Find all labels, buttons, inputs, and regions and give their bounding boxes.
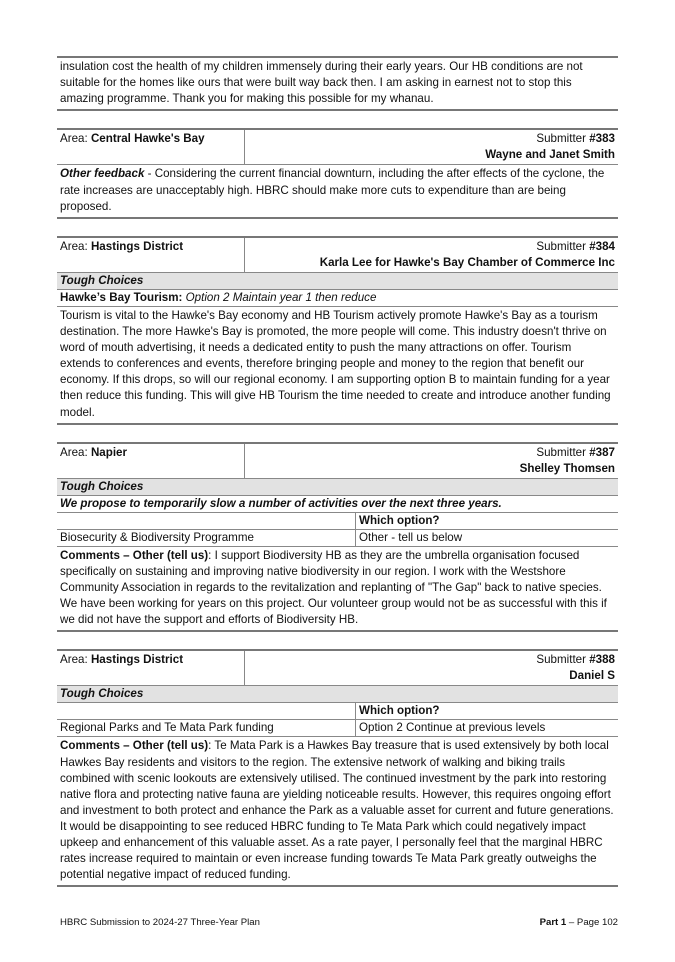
- topic-line: Hawke’s Bay Tourism: Option 2 Maintain year 1 then reduce: [57, 290, 618, 307]
- comment-text: Comments – Other (tell us): Te Mata Park is a Hawkes Bay treasure that is used extensively by both local Hawkes Bay residents and visitors to the region. The extensive network of walking and biking trails combined with scenic lookouts are extensively utilised. The continued investment by the park into restoring native flora and protecting native fauna are yielding noticeable results. However, this requires ongoing effort and investment to both protect and enhance the Park as a valuable asset for current and future generations. It would be disappointing to see reduced HBRC funding to Te Mata Park which could negatively impact upkeep and enhancement of this valuable asset. As a rate payer, I personally feel that the marginal HBRC rates increase required to maintain or even increase funding towards Te Mata Park greatly outweighs the potential negative impact of reduced funding.: [60, 739, 614, 882]
- submission-header: [57, 444, 618, 479]
- area-value: Hastings District: [90, 653, 184, 667]
- submitter-cell: Submitter #384 Karla Lee for Hawke's Bay Chamber of Commerce Inc: [319, 239, 615, 269]
- submission-388: [57, 649, 618, 887]
- tough-choices-heading: Tough Choices: [57, 273, 618, 290]
- submitter-name: Daniel S: [569, 669, 615, 683]
- submitter-number: #384: [589, 239, 615, 253]
- submitter-name: Shelley Thomsen: [519, 461, 615, 475]
- footer-title: HBRC Submission to 2024-27 Three-Year Plan: [60, 917, 260, 928]
- proposal-line: We propose to temporarily slow a number of activities over the next three years.: [57, 496, 618, 513]
- submission-header: [57, 238, 618, 273]
- area-value: Napier: [90, 445, 128, 459]
- submitter-cell: Submitter #383 Wayne and Janet Smith: [485, 132, 615, 162]
- option-header-row: [57, 703, 618, 720]
- submitter-cell: Submitter #387 Shelley Thomsen: [519, 445, 615, 475]
- comment-text: Comments – Other (tell us): I support Biodiversity HB as they are the umbrella organisation focused specifically on sustaining and improving native biodiversity in our region. I work with the Westshore Community Association in regards to the revitalization and replanting of "The Gap" back to native species. We have been working for years on this project. Our volunteer group would not be as successful with this if we did not have the support and efforts of Biodiversity HB.: [60, 548, 607, 627]
- continued-comment: insulation cost the health of my children immensely during their early years. Our HB conditions are not suitable for the homes like ours that were built way back then. I am asking in earnest not to stop this amazing programme. Thank you for making this possible for my whanau.: [60, 60, 583, 106]
- submitter-number: #383: [589, 132, 615, 146]
- tough-choices-heading: Tough Choices: [57, 686, 618, 703]
- area-value: Central Hawke's Bay: [90, 132, 205, 146]
- submitter-name: Wayne and Janet Smith: [485, 148, 615, 162]
- submission-header: [57, 130, 618, 165]
- area-cell: Area: Central Hawke's Bay: [57, 130, 245, 164]
- option-cell: Option 2 Continue at previous levels: [359, 721, 546, 735]
- area-cell: Area: Hastings District: [57, 651, 245, 685]
- submission-383: [57, 128, 618, 218]
- submission-384: [57, 236, 618, 425]
- submission-header: [57, 651, 618, 686]
- page-footer: [60, 917, 618, 928]
- submitter-number: #387: [589, 445, 615, 459]
- option-header-row: [57, 513, 618, 530]
- submission-387: [57, 442, 618, 633]
- area-cell: Area: Napier: [57, 444, 245, 478]
- activity-cell: Regional Parks and Te Mata Park funding: [57, 720, 356, 736]
- comment-text: Tourism is vital to the Hawke's Bay economy and HB Tourism actively promote Hawke's Bay as a tourism destination. The more Hawke's Bay is promoted, the more people will come. This industry doesn't thrive on word of mouth advertising, it needs a dedicated entity to push the many attractions on offer. Tourism extends to conferences and events, therefore bringing people and money to the region that benefit our economy. If this drops, so will our regional economy. I am supporting option B to maintain funding for a year then reduce this funding. This will give HB Tourism the time needed to create and introduce another funding model.: [60, 308, 611, 419]
- document-page: [57, 56, 618, 887]
- which-option-label: Which option?: [359, 513, 440, 527]
- area-value: Hastings District: [90, 239, 184, 253]
- activity-cell: Biosecurity & Biodiversity Programme: [57, 530, 356, 546]
- area-cell: Area: Hastings District: [57, 238, 245, 272]
- tough-choices-heading: Tough Choices: [57, 479, 618, 496]
- submitter-number: #388: [589, 653, 615, 667]
- submitter-cell: Submitter #388 Daniel S: [536, 653, 615, 683]
- option-cell: Other - tell us below: [359, 530, 463, 544]
- footer-page-number: Part 1 – Page 102: [539, 917, 618, 928]
- submitter-name: Karla Lee for Hawke's Bay Chamber of Commerce Inc: [319, 255, 615, 269]
- other-feedback: Other feedback - Considering the current financial downturn, including the after effects of the cyclone, the rate increases are unacceptably high. HBRC should make more cuts to expenditure than are being proposed.: [60, 167, 605, 213]
- which-option-label: Which option?: [359, 704, 440, 718]
- option-row: [57, 530, 618, 547]
- option-row: [57, 720, 618, 737]
- continued-submission: [57, 56, 618, 111]
